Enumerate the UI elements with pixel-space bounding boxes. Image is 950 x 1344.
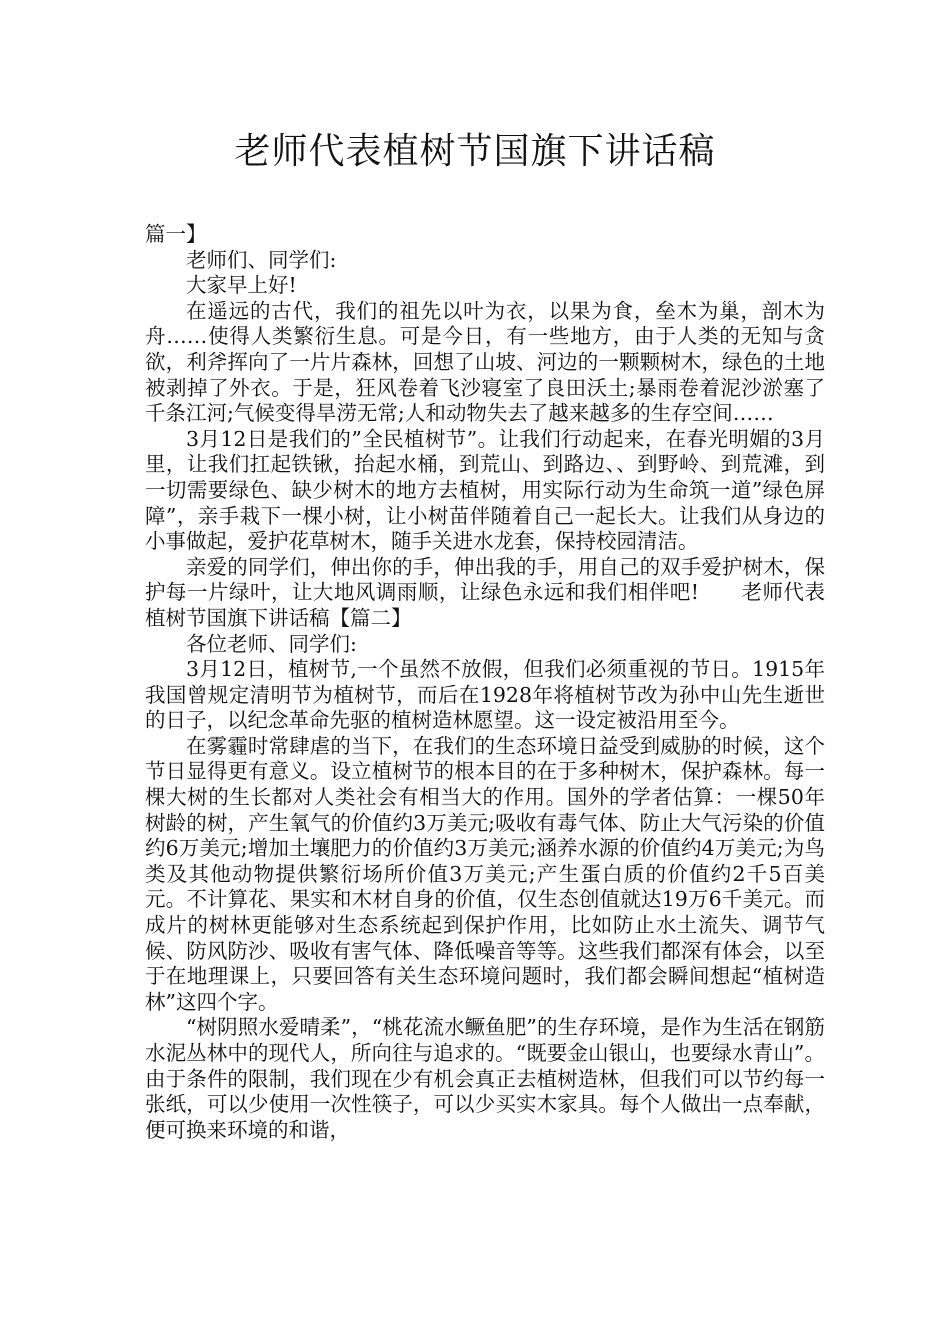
paragraph-arbor-day-call: 3月12日是我们的”全民植树节”。让我们行动起来，在春光明媚的3月里，让我们扛起铁锹，抬起水桶，到荒山、到路边、、到野岭、到荒滩，到一切需要绿色、缺少树木的地方去植树，用实际行动为生命筑一道”绿色屏障”，亲手栽下一棵小树，让小树苗伴随着自己一起长大。让我们从身边的小事做起，爱护花草树木，随手关进水龙套，保持校园清洁。 bbox=[145, 426, 825, 554]
paragraph-greeting-audience: 老师们、同学们: bbox=[186, 247, 337, 272]
paragraph-tree-value: 在雾霾时常肆虐的当下，在我们的生态环境日益受到威胁的时候，这个节日显得更有意义。设立植树节的根本目的在于多种树木，保护森林。每一棵大树的生长都对人类社会有相当大的作用。国外的学者估算：一棵50年树龄的树，产生氧气的价值约3万美元;吸收有毒气体、防止大气污染的价值约6万美元;增加土壤肥力的价值约3万美元;涵养水源的价值约4万美元;为鸟类及其他动物提供繁衍场所价值3万美元;产生蛋白质的价值约2千5百美元。不计算花、果实和木材自身的价值，仅生态创值就达19万6千美元。而成片的树林更能够对生态系统起到保护作用，比如防止水土流失、调节气候、防风防沙、吸收有害气体、降低噪音等等。这些我们都深有体会，以至于在地理课上，只要回答有关生态环境问题时，我们都会瞬间想起“植树造林”这四个字。 bbox=[145, 733, 825, 1014]
paragraph-dear-students: 亲爱的同学们，伸出你的手，伸出我的手，用自己的双手爱护树木，保护每一片绿叶，让大地风调雨顺，让绿色永远和我们相伴吧! 老师代表植树节国旗下讲话稿【篇二】 bbox=[145, 554, 825, 630]
document-title: 老师代表植树节国旗下讲话稿 bbox=[234, 131, 716, 172]
section-label: 篇一】 bbox=[145, 222, 207, 246]
paragraph-good-morning: 大家早上好! bbox=[186, 273, 297, 298]
paragraph-green-environment: “树阴照水爱晴柔”，“桃花流水鳜鱼肥”的生存环境，是作为生活在钢筋水泥丛林中的现代人，所向往与追求的。“既要金山银山，也要绿水青山”。由于条件的限制，我们现在少有机会真正去植树造林，但我们可以节约每一张纸，可以少使用一次性筷子，可以少买实木家具。每个人做出一点奉献，便可换来环境的和谐， bbox=[145, 1015, 825, 1142]
paragraph-greeting-teachers: 各位老师、同学们: bbox=[186, 631, 357, 656]
paragraph-ancient-times: 在遥远的古代，我们的祖先以叶为衣，以果为食，垒木为巢，剖木为舟……使得人类繁衍生息。可是今日，有一些地方，由于人类的无知与贪欲，利斧挥向了一片片森林，回想了山坡、河边的一颗颗树木，绿色的土地被剥掉了外衣。于是，狂风卷着飞沙寝室了良田沃土;暴雨卷着泥沙淤塞了千条江河;气候变得旱涝无常;人和动物失去了越来越多的生存空间…… bbox=[145, 298, 825, 426]
document-body bbox=[145, 222, 825, 1143]
paragraph-history: 3月12日，植树节,一个虽然不放假，但我们必须重视的节日。1915年我国曾规定清明节为植树节，而后在1928年将植树节改为孙中山先生逝世的日子，以纪念革命先驱的植树造林愿望。这一设定被沿用至今。 bbox=[145, 657, 825, 733]
